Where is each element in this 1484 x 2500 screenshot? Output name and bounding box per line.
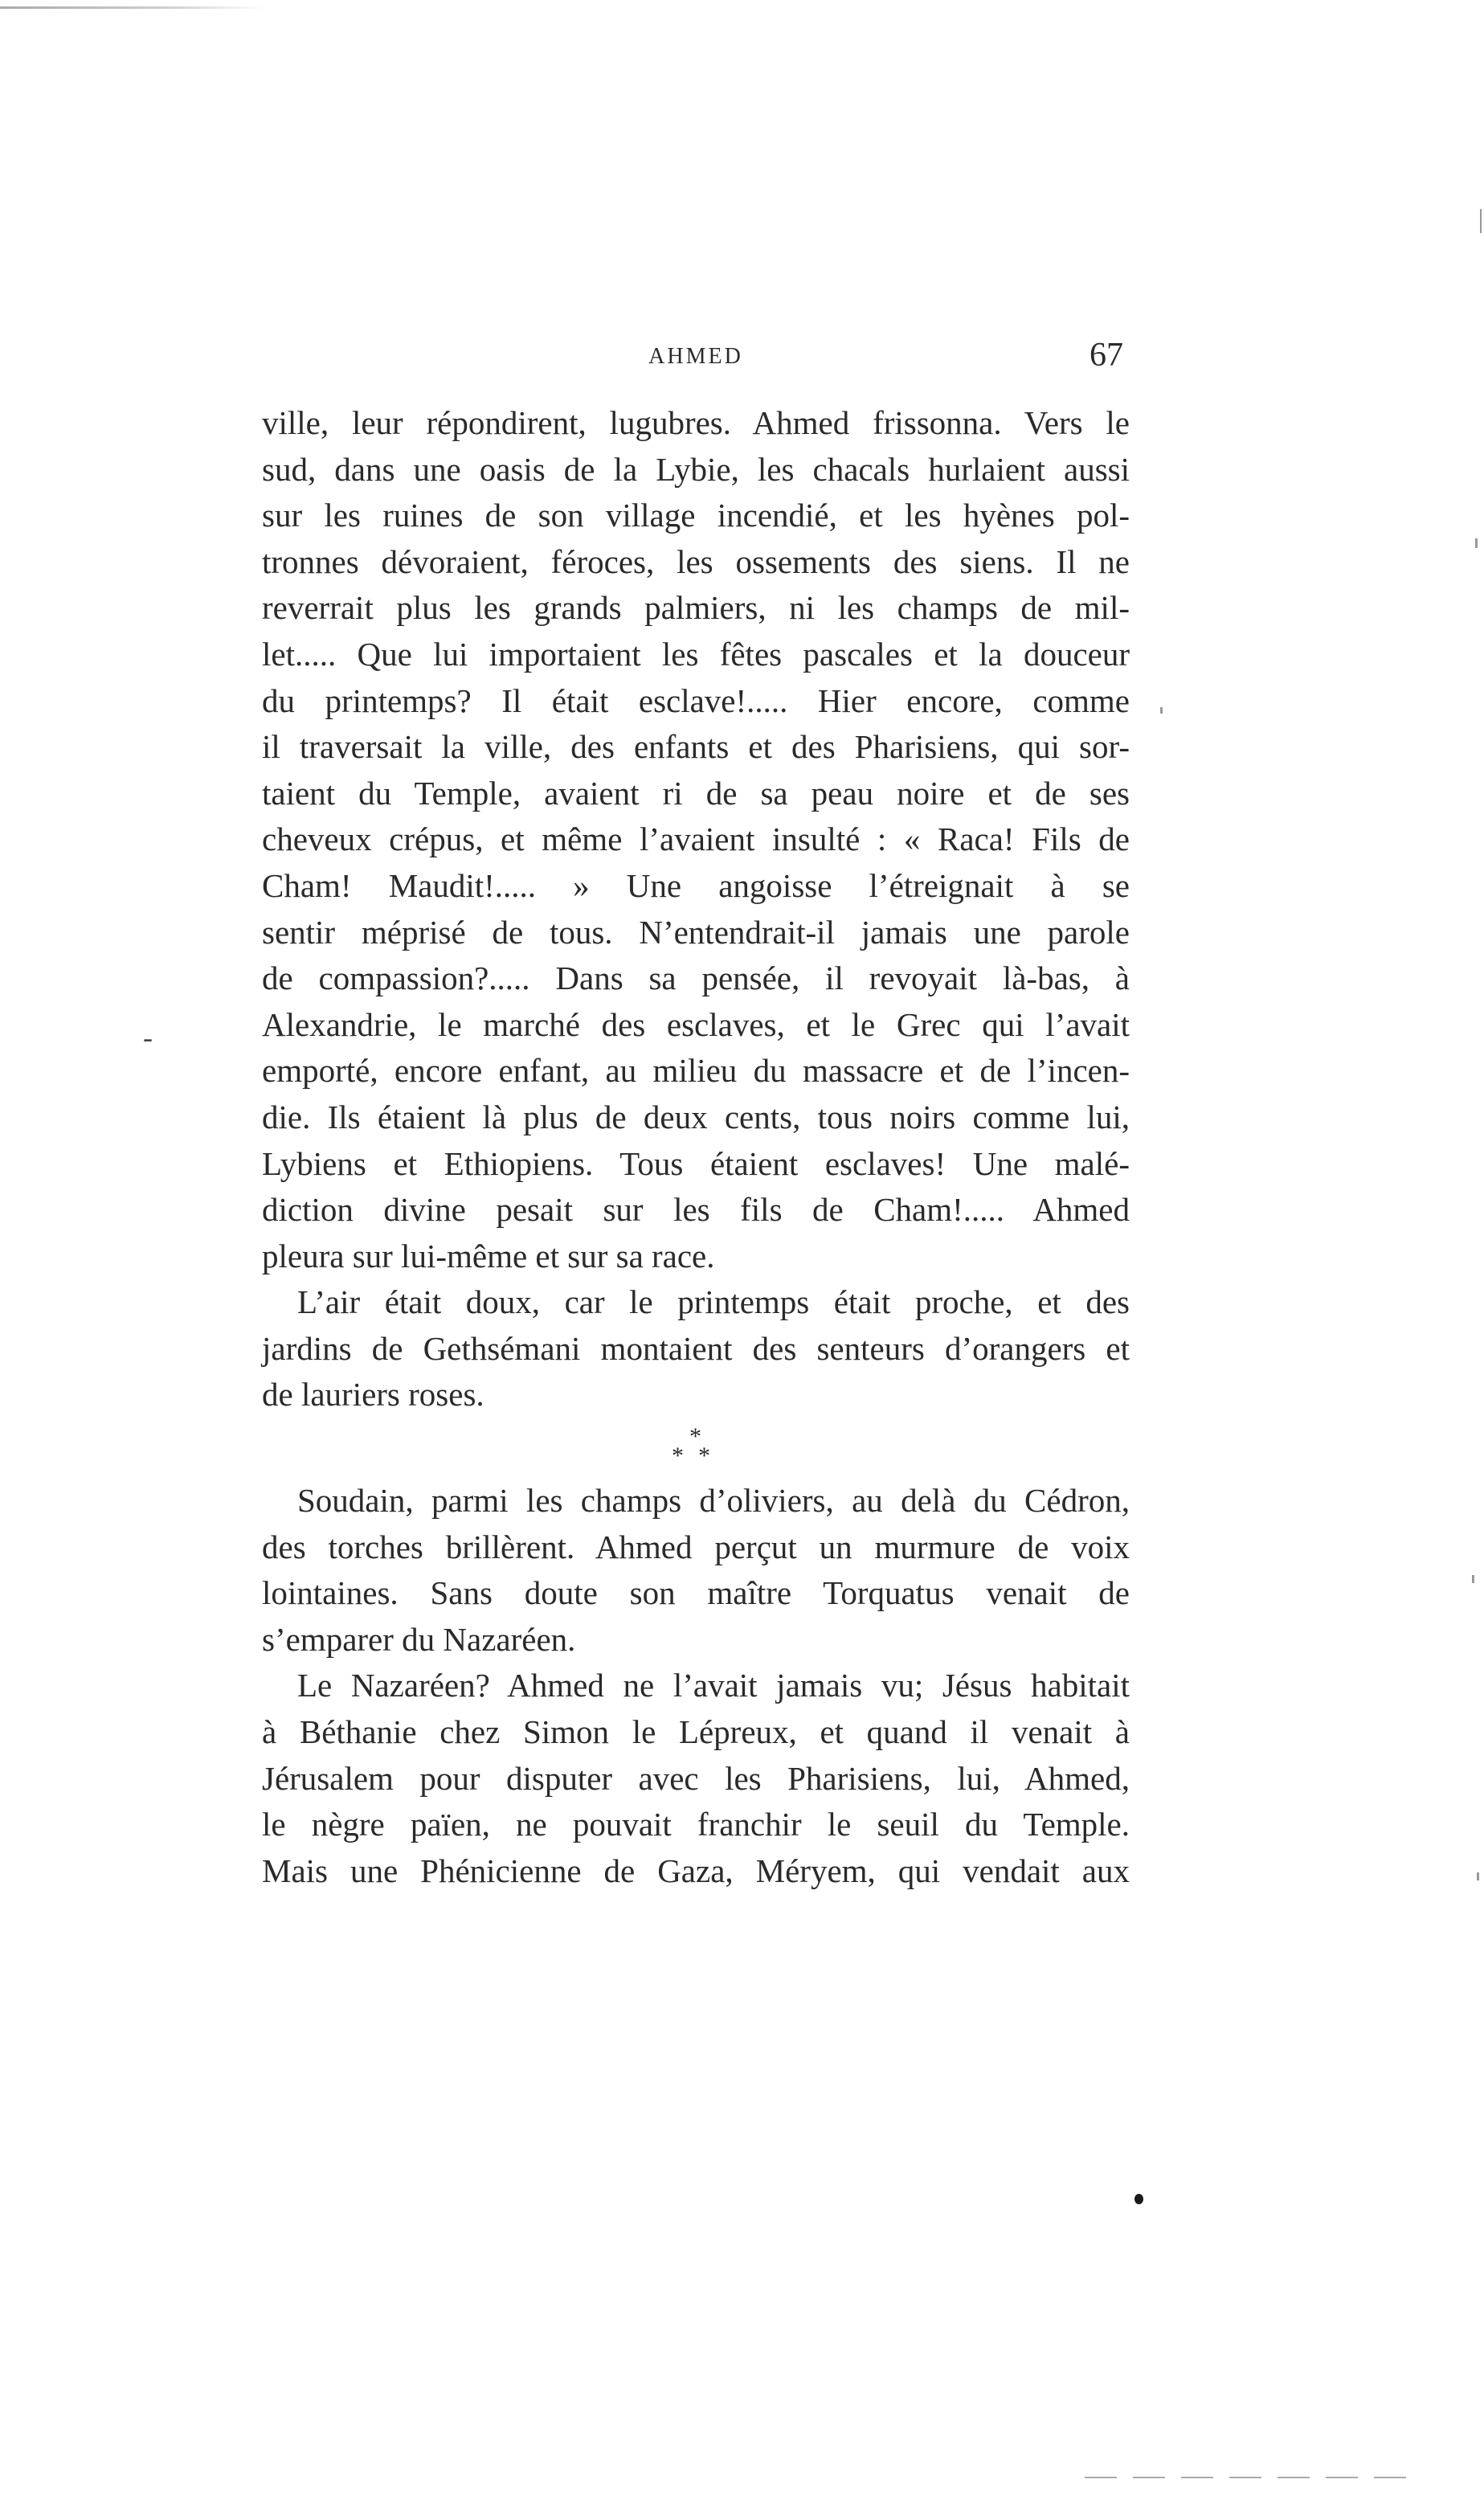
paragraph-1: [262, 400, 1130, 1279]
text-line: le nègre païen, ne pouvait franchir le seuil du Temple.: [262, 1806, 1130, 1843]
text-line: du printemps? Il était esclave!..... Hier encore, comme: [262, 681, 1130, 719]
text-line: Soudain, parmi les champs d’oliviers, au delà du Cédron,: [297, 1482, 1130, 1520]
text-line: tronnes dévoraient, féroces, les ossements des siens. Il ne: [262, 542, 1130, 580]
text-line: die. Ils étaient là plus de deux cents, tous noirs comme lui,: [262, 1098, 1130, 1135]
body-text: [262, 400, 1130, 1894]
text-line: Mais une Phénicienne de Gaza, Méryem, qui vendait aux: [262, 1851, 1130, 1889]
text-line: Cham! Maudit!..... » Une angoisse l’étreignait à se: [262, 866, 1130, 904]
text-line: de lauriers roses.: [262, 1376, 484, 1414]
scan-speck: [1472, 1575, 1474, 1583]
paragraph-4: [262, 1663, 1130, 1894]
spacer: [262, 1471, 1130, 1478]
text-line: Le Nazaréen? Ahmed ne l’avait jamais vu; Jésus habitait: [297, 1667, 1130, 1704]
text-line: emporté, encore enfant, au milieu du massacre et de l’incen-: [262, 1052, 1130, 1090]
text-line: sentir méprisé de tous. N’entendrait-il jamais une parole: [262, 913, 1130, 951]
text-line: pleura sur lui-même et sur sa race.: [262, 1237, 715, 1275]
text-line: des torches brillèrent. Ahmed perçut un murmure de voix: [262, 1528, 1130, 1565]
margin-mark: -: [143, 1021, 153, 1054]
text-line: jardins de Gethsémani montaient des senteurs d’orangers et: [262, 1329, 1130, 1367]
text-line: il traversait la ville, des enfants et des Pharisiens, qui sor-: [262, 728, 1130, 766]
scan-edge-noise: [1085, 2477, 1422, 2478]
section-asterism: [262, 1418, 1130, 1471]
text-line: sur les ruines de son village incendié, et les hyènes pol-: [262, 497, 1130, 534]
ink-dot: [1134, 2194, 1143, 2204]
text-line: taient du Temple, avaient ri de sa peau noire et de ses: [262, 774, 1130, 812]
asterism-bottom: **: [672, 1442, 725, 1470]
scan-speck: [1160, 707, 1163, 714]
text-line: let..... Que lui importaient les fêtes pascales et la douceur: [262, 635, 1130, 673]
running-title: AHMED: [648, 344, 743, 369]
scan-edge-noise: [0, 6, 265, 9]
text-line: Jérusalem pour disputer avec les Pharisiens, lui, Ahmed,: [262, 1759, 1130, 1797]
text-line: à Béthanie chez Simon le Lépreux, et quand il venait à: [262, 1713, 1130, 1751]
text-line: cheveux crépus, et même l’avaient insulté : « Raca! Fils de: [262, 820, 1130, 858]
asterism-top: *: [689, 1423, 701, 1450]
text-line: sud, dans une oasis de la Lybie, les chacals hurlaient aussi: [262, 450, 1130, 488]
text-line: diction divine pesait sur les fils de Cham!..... Ahmed: [262, 1191, 1130, 1229]
text-line: s’emparer du Nazaréen.: [262, 1620, 576, 1658]
page-number: 67: [1089, 337, 1123, 374]
scan-speck: [1477, 1872, 1479, 1880]
scan-speck: [1480, 209, 1482, 233]
text-line: reverrait plus les grands palmiers, ni les champs de mil-: [262, 589, 1130, 627]
running-head: [262, 336, 1130, 376]
paragraph-2: [262, 1279, 1130, 1418]
scan-speck: [1475, 538, 1478, 548]
text-line: Alexandrie, le marché des esclaves, et le Grec qui l’avait: [262, 1005, 1130, 1043]
text-line: L’air était doux, car le printemps était proche, et des: [297, 1283, 1130, 1321]
text-line: Lybiens et Ethiopiens. Tous étaient esclaves! Une malé-: [262, 1144, 1130, 1182]
paragraph-3: [262, 1478, 1130, 1663]
text-line: ville, leur répondirent, lugubres. Ahmed frissonna. Vers le: [262, 404, 1130, 441]
text-line: de compassion?..... Dans sa pensée, il revoyait là-bas, à: [262, 959, 1130, 997]
text-line: lointaines. Sans doute son maître Torquatus venait de: [262, 1574, 1130, 1612]
